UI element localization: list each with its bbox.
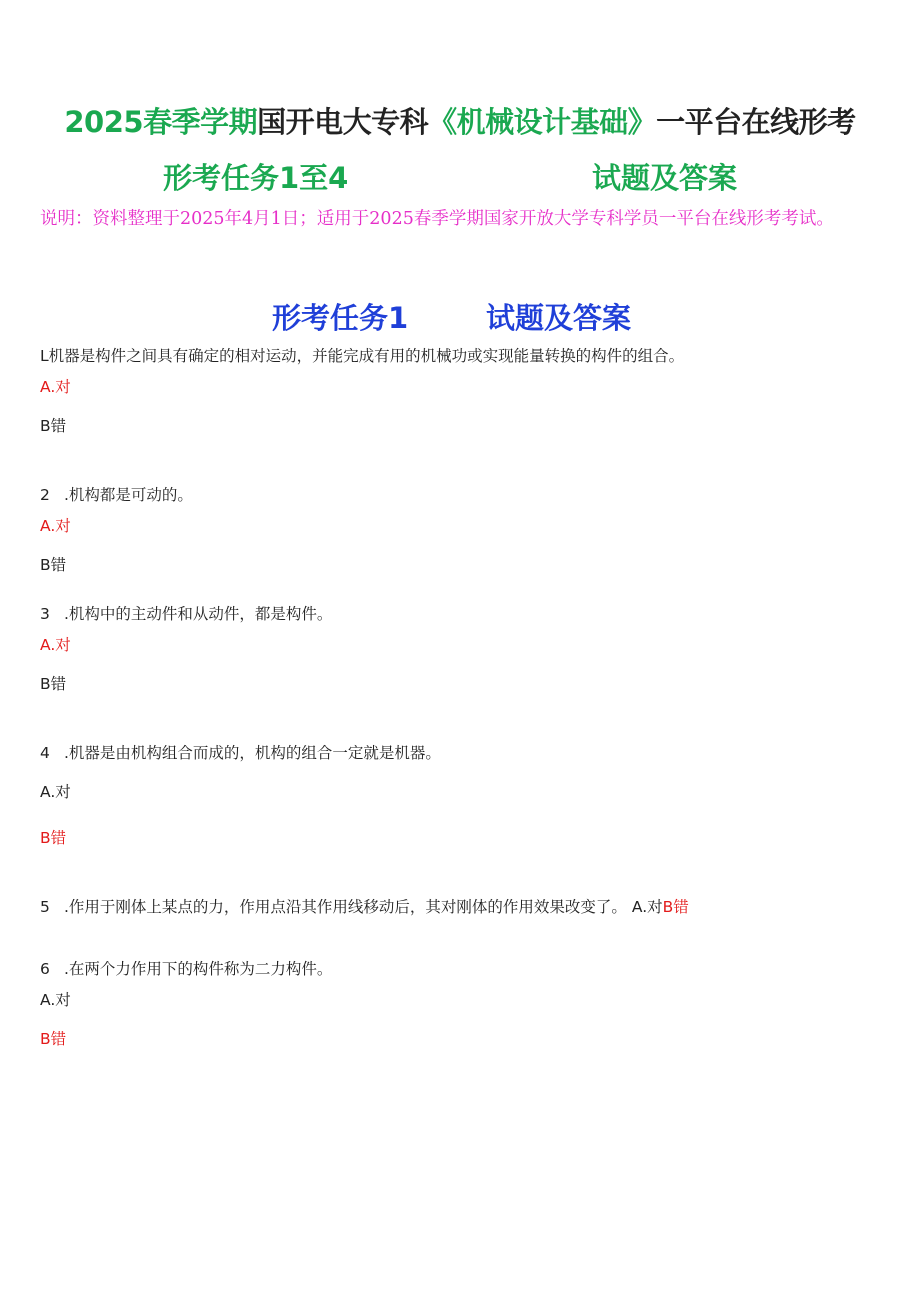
subtitle-answers: 试题及答案 [592,161,738,195]
question-2-option-a: A.对 [40,517,71,535]
title-term: 2025春季学期 [64,105,258,139]
question-text: .机器是由机构组合而成的，机构的组合一定就是机器。 [64,744,441,762]
question-2-option-b: B错 [40,556,67,574]
section-subtitle: 试题及答案 [486,301,632,335]
page-title [0,100,920,141]
question-5-option-b: B错 [662,898,689,916]
subtitle-tasks: 形考任务1至4 [163,161,349,195]
question-number: 3 [40,605,50,623]
question-5 [40,895,689,917]
question-1 [40,344,684,366]
question-3-option-a: A.对 [40,636,71,654]
question-number: 5 [40,898,50,916]
question-number: 4 [40,744,50,762]
question-text: .作用于刚体上某点的力，作用点沿其作用线移动后，其对刚体的作用效果改变了。 [64,898,627,916]
question-4-option-b: B错 [40,829,67,847]
question-2 [40,483,193,505]
title-platform: 一平台在线形考 [656,105,856,139]
question-3 [40,602,332,624]
description-note: 说明：资料整理于2025年4月1日；适用于2025春季学期国家开放大学专科学员一平台在线形考考试。 [40,209,834,229]
question-5-option-a: A.对 [631,898,663,916]
question-6-option-a: A.对 [40,991,71,1009]
question-text: .在两个力作用下的构件称为二力构件。 [64,960,333,978]
question-6-option-b: B错 [40,1030,67,1048]
question-number: 6 [40,960,50,978]
question-4-option-a: A.对 [40,783,71,801]
title-school: 国开电大专科 [257,105,429,139]
question-text: L机器是构件之间具有确定的相对运动，并能完成有用的机械功或实现能量转换的构件的组合。 [40,347,685,365]
question-6 [40,957,332,979]
question-number: 2 [40,486,50,504]
question-text: .机构都是可动的。 [64,486,193,504]
question-1-option-b: B错 [40,417,67,435]
title-course: 《机械设计基础》 [428,105,657,139]
section-title: 形考任务1 [272,301,409,335]
question-1-option-a: A.对 [40,378,71,396]
question-3-option-b: B错 [40,675,67,693]
question-text: .机构中的主动件和从动件，都是构件。 [64,605,333,623]
question-4 [40,741,441,763]
